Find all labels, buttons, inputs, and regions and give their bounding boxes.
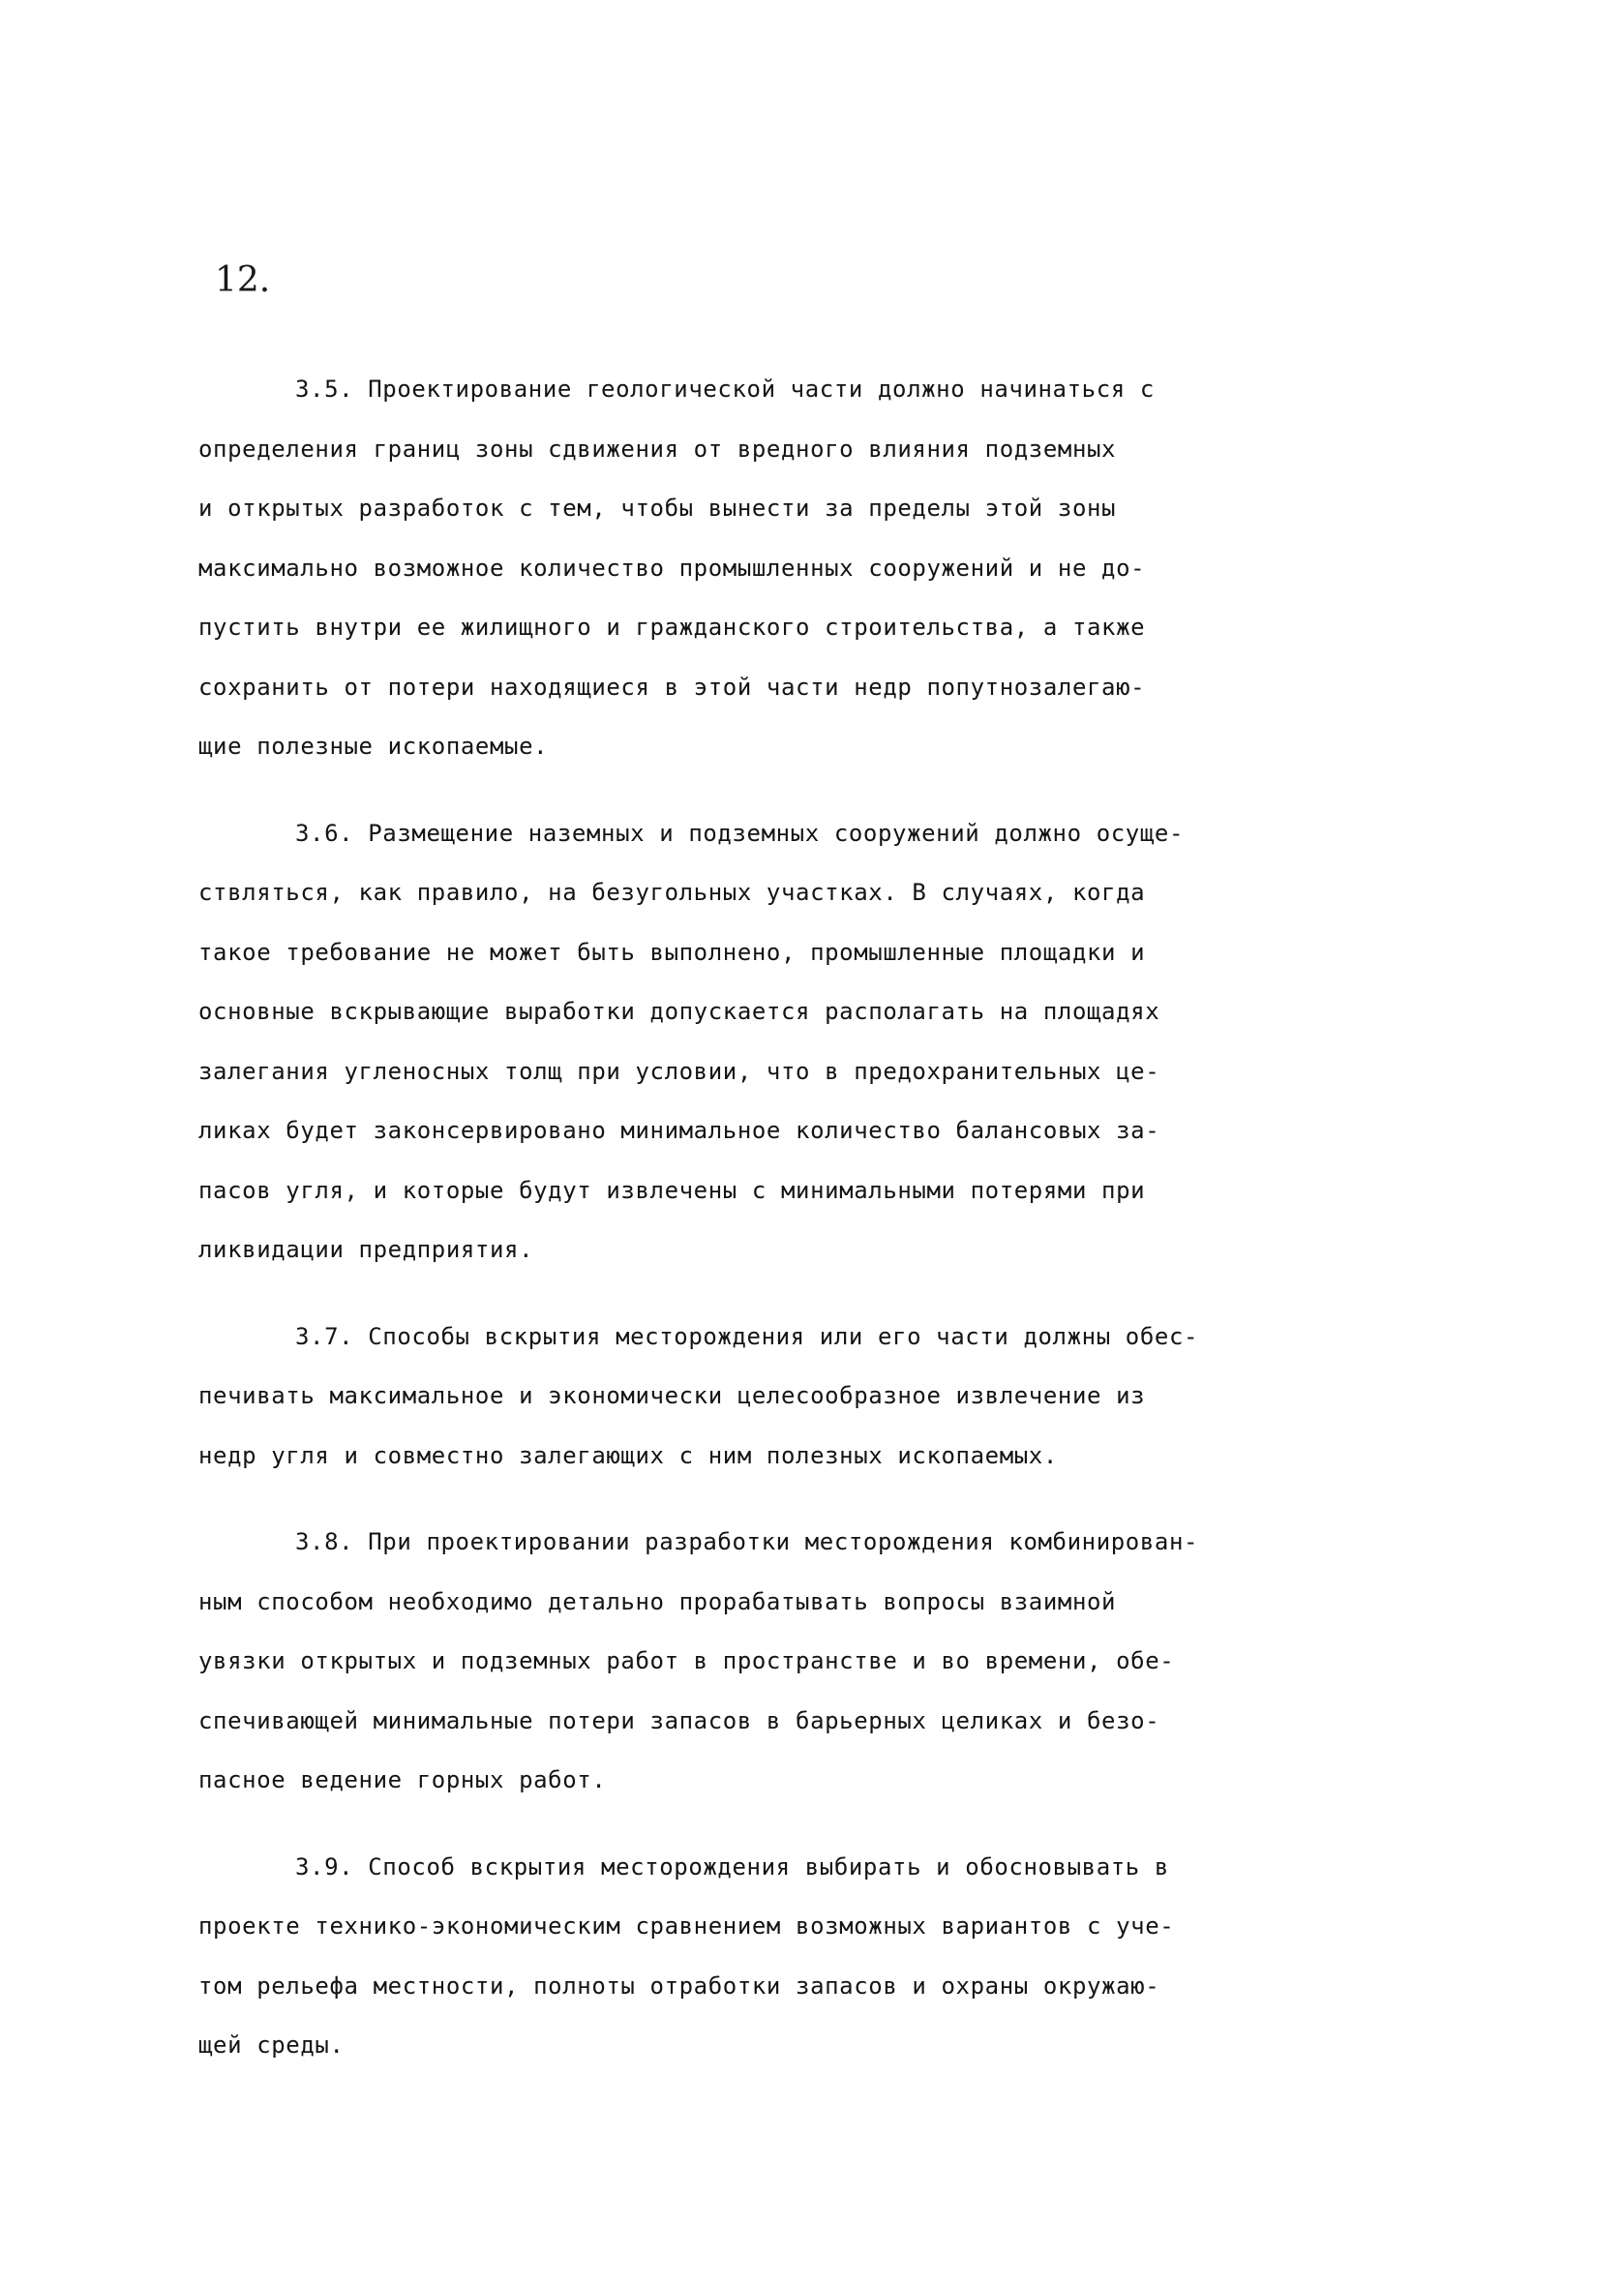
paragraph-line: и открытых разработок с тем, чтобы вынести за пределы этой зоны: [198, 495, 1117, 522]
paragraph-line: такое требование не может быть выполнено, промышленные площадки и: [198, 938, 1146, 966]
paragraph-line: 3.9. Способ вскрытия месторождения выбирать и обосновывать в: [295, 1852, 1169, 1881]
paragraph-line: проекте технико-экономическим сравнением возможных вариантов с уче-: [198, 1912, 1175, 1940]
document-body: [198, 360, 1447, 2103]
paragraph-line: основные вскрывающие выработки допускается располагать на площадях: [198, 998, 1160, 1025]
paragraph-3-9: [198, 1838, 1447, 2076]
paragraph-line: ликвидации предприятия.: [198, 1236, 534, 1263]
paragraph-line: 3.5. Проектирование геологической части должно начинаться с: [295, 376, 1155, 403]
paragraph-line: недр угля и совместно залегающих с ним полезных ископаемых.: [198, 1441, 1058, 1469]
paragraph-line: щие полезные ископаемые.: [198, 733, 549, 760]
paragraph-3-8: [198, 1513, 1447, 1811]
paragraph-3-7: [198, 1308, 1447, 1487]
paragraph-line: печивать максимальное и экономически целесообразное извлечение из: [198, 1382, 1146, 1409]
paragraph-line: пустить внутри ее жилищного и гражданского строительства, а также: [198, 614, 1146, 641]
paragraph-line: спечивающей минимальные потери запасов в барьерных целиках и безо-: [198, 1706, 1160, 1734]
paragraph-3-5: [198, 360, 1447, 777]
paragraph-line: 3.8. При проектировании разработки месторождения комбинирован-: [295, 1528, 1199, 1555]
paragraph-line: 3.6. Размещение наземных и подземных сооружений должно осуще-: [295, 819, 1185, 847]
paragraph-line: увязки открытых и подземных работ в пространстве и во времени, обе-: [198, 1647, 1175, 1674]
paragraph-line: залегания угленосных толщ при условии, что в предохранительных це-: [198, 1057, 1160, 1085]
paragraph-line: щей среды.: [198, 2031, 345, 2059]
paragraph-line: том рельефа местности, полноты отработки запасов и охраны окружаю-: [198, 1971, 1160, 2000]
paragraph-line: ствляться, как правило, на безугольных участках. В случаях, когда: [198, 879, 1146, 906]
paragraph-line: ликах будет законсервировано минимальное количество балансовых за-: [198, 1117, 1160, 1144]
paragraph-line: 3.7. Способы вскрытия месторождения или его части должны обес-: [295, 1322, 1199, 1350]
paragraph-line: пасное ведение горных работ.: [198, 1766, 607, 1793]
page-number: 12.: [215, 260, 271, 300]
paragraph-line: определения границ зоны сдвижения от вредного влияния подземных: [198, 435, 1117, 463]
paragraph-line: сохранить от потери находящиеся в этой части недр попутнозалегаю-: [198, 673, 1146, 701]
paragraph-line: ным способом необходимо детально прорабатывать вопросы взаимной: [198, 1587, 1117, 1615]
paragraph-line: максимально возможное количество промышленных сооружений и не до-: [198, 554, 1146, 582]
paragraph-line: пасов угля, и которые будут извлечены с минимальными потерями при: [198, 1176, 1146, 1204]
paragraph-3-6: [198, 804, 1447, 1280]
